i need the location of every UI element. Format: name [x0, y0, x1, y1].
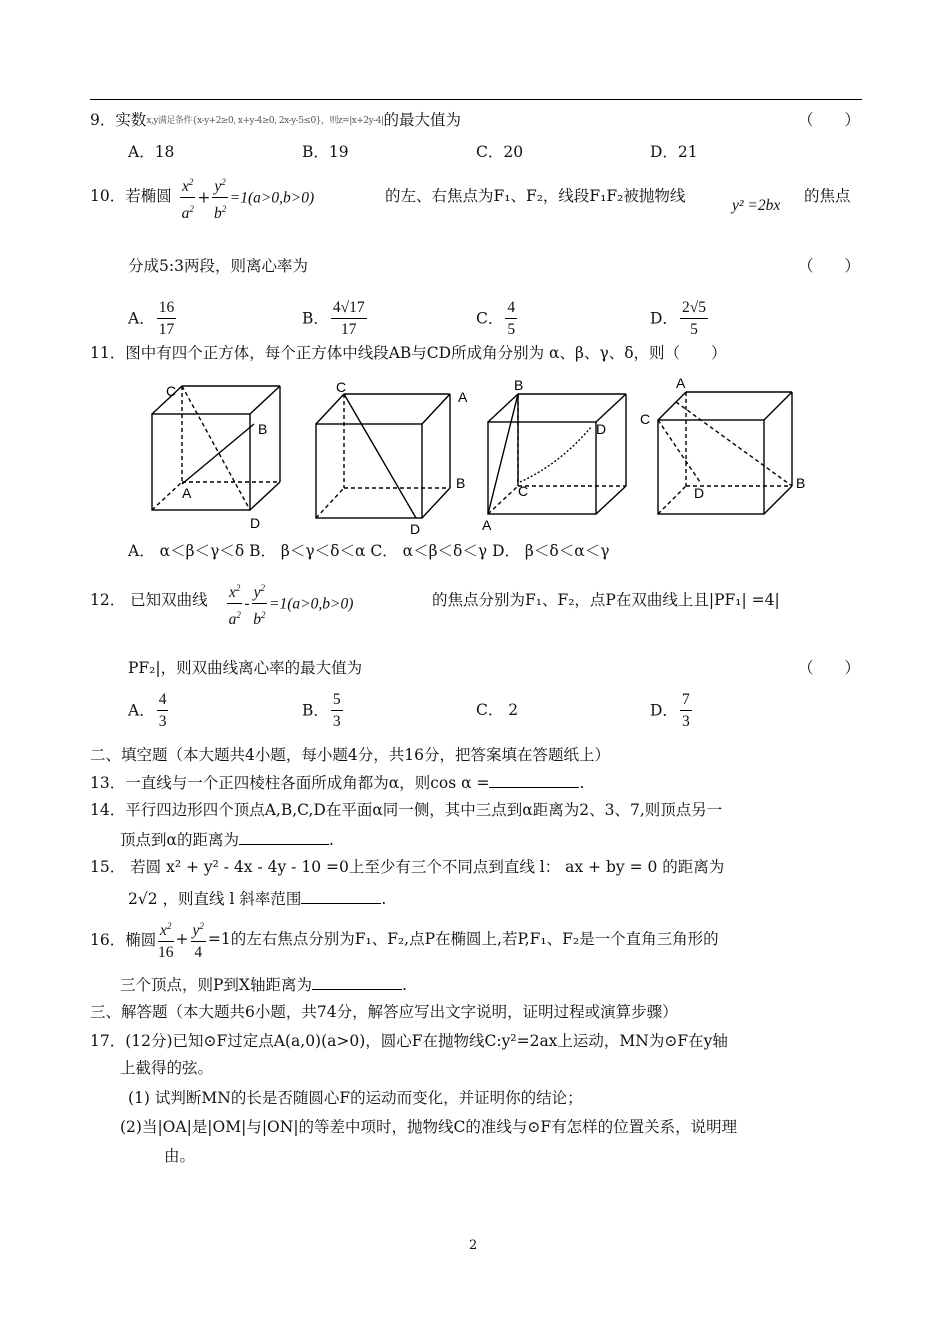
q12-answer-paren: （ ） — [798, 659, 861, 677]
q16-line2: 三个顶点，则P到X轴距离为 . — [120, 973, 407, 995]
q10-ellipse-equation: $\frac{x^2}{a^2}$ + $\frac{y^2}{b^2}$ =1(a>0,b>0) — [178, 172, 314, 225]
q10-eq-rhs: =1(a>0,b>0) — [229, 189, 315, 207]
q14-answer-blank — [239, 828, 329, 845]
q13: 13．一直线与一个正四棱柱各面所成角都为α，则cos α = . — [90, 771, 584, 793]
q11-stem: 11．图中有四个正方体，每个正方体中线段AB与CD所成角分别为 α、β、γ、δ，则（ ） — [90, 344, 727, 362]
svg-text:A: A — [676, 375, 686, 391]
q10-parabola: y² =2bx — [732, 197, 781, 214]
q9-prefix: 9．实数 — [90, 111, 147, 129]
q17-line1: 17．(12分)已知⊙F过定点A(a,0)(a>0)，圆心F在抛物线C:y²=2ax上运动，MN为⊙F在y轴 — [90, 1032, 728, 1050]
svg-text:D: D — [596, 421, 607, 437]
q16-lead: 16．椭圆 — [90, 931, 157, 949]
svg-text:D: D — [694, 485, 705, 501]
q15-answer-blank — [301, 887, 381, 904]
svg-text:C: C — [166, 383, 177, 399]
q15-line2: 2√2 ，则直线 l 斜率范围 . — [128, 887, 386, 909]
svg-text:B: B — [796, 475, 806, 491]
svg-text:C: C — [640, 411, 651, 427]
svg-text:D: D — [250, 515, 261, 531]
q12-lead: 12． 已知双曲线 — [90, 591, 208, 609]
cube-4 — [640, 375, 805, 514]
q9-option-a: A．18 — [128, 143, 175, 161]
q16-answer-blank — [312, 973, 402, 990]
q15-line1: 15． 若圆 x² + y² - 4x - 4y - 10 =0上至少有三个不同点到直线 l： ax + by = 0 的距离为 — [90, 858, 725, 876]
svg-text:A: A — [182, 485, 192, 501]
q11-options: A． α＜β＜γ＜δ B． β＜γ＜δ＜α C． α＜β＜δ＜γ D． β＜δ＜α＜γ — [128, 542, 610, 560]
q9-stem — [90, 110, 461, 131]
svg-text:B: B — [456, 475, 466, 491]
q9-answer-paren: （ ） — [798, 111, 861, 129]
q10-line2: 分成5:3两段，则离心率为 — [128, 257, 308, 275]
q12-option-a: A． $\frac{4}{3}$ — [128, 691, 167, 730]
section-3-heading: 三、解答题（本大题共6小题，共74分，解答应写出文字说明，证明过程或演算步骤） — [90, 1003, 678, 1021]
q12-option-b: B． $\frac{5}{3}$ — [302, 691, 341, 730]
q13-answer-blank — [489, 771, 579, 788]
q16-line1: $\frac{x^2}{16}$ + $\frac{y^2}{4}$ =1的左右焦点分别为F₁、F₂,点P在椭圆上,若P,F₁、F₂是一个直角三角形的 — [156, 916, 719, 964]
q10-lead: 10．若椭圆 — [90, 187, 172, 205]
q10-mid: 的左、右焦点为F₁、F₂，线段F₁F₂被抛物线 — [385, 187, 686, 205]
q12-eq-rhs: =1(a>0,b>0) — [269, 595, 354, 613]
q10-option-d: D． $\frac{2√5}{5}$ — [650, 299, 706, 338]
svg-text:A: A — [482, 517, 492, 533]
q12-mid: 的焦点分别为F₁、F₂，点P在双曲线上且|PF₁| =4| — [432, 591, 780, 609]
svg-text:C: C — [336, 379, 347, 395]
cube-1 — [152, 383, 280, 531]
q10-option-b: B． $\frac{4√17}{17}$ — [302, 299, 365, 338]
q10-option-a: A． $\frac{16}{17}$ — [128, 299, 175, 338]
q12-option-d: D． $\frac{7}{3}$ — [650, 691, 690, 730]
q13-text: 13．一直线与一个正四棱柱各面所成角都为α，则cos α = — [90, 774, 490, 792]
q9-condition-image: x,y满足条件{x-y+2≥0, x+y-4≥0, 2x-y-5≤0}，则z=|x+2y-4| — [146, 116, 384, 126]
q12-hyperbola-equation: $\frac{x^2}{a^2}$ - $\frac{y^2}{b^2}$ =1(a>0,b>0) — [225, 578, 353, 631]
header-rule — [90, 99, 862, 100]
cube-3 — [482, 377, 626, 533]
svg-text:A: A — [458, 389, 468, 405]
q17-line2: 上截得的弦。 — [120, 1059, 214, 1077]
q17-sub1: (1) 试判断MN的长是否随圆心F的运动而变化，并证明你的结论； — [128, 1089, 583, 1107]
q10-option-c: C． $\frac{4}{5}$ — [476, 299, 516, 338]
svg-text:B: B — [514, 377, 524, 393]
cube-2 — [316, 379, 468, 537]
q12-line2: PF₂|，则双曲线离心率的最大值为 — [128, 659, 363, 677]
q10-tail: 的焦点 — [804, 187, 851, 205]
q9-option-c: C．20 — [476, 143, 524, 161]
q11-cube-figures — [140, 374, 820, 540]
q12-option-c: C． 2 — [476, 701, 519, 719]
q17-sub2: (2)当|OA|是|OM|与|ON|的等差中项时，抛物线C的准线与⊙F有怎样的位置关系，说明理 — [120, 1118, 738, 1136]
q9-option-d: D．21 — [650, 143, 698, 161]
svg-text:D: D — [410, 521, 421, 537]
svg-text:B: B — [258, 421, 268, 437]
q10-answer-paren: （ ） — [798, 257, 861, 275]
page-number: 2 — [469, 1238, 478, 1253]
svg-text:C: C — [518, 483, 529, 499]
q14-line1: 14．平行四边形四个顶点A,B,C,D在平面α同一侧，其中三点到α距离为2、3、7,则顶点另一 — [90, 801, 723, 819]
q9-suffix: 的最大值为 — [383, 111, 461, 129]
q17-sub2-cont: 由。 — [164, 1147, 196, 1165]
section-2-heading: 二、填空题（本大题共4小题，每小题4分，共16分，把答案填在答题纸上） — [90, 746, 610, 764]
q14-line2: 顶点到α的距离为 . — [120, 828, 334, 850]
q9-option-b: B．19 — [302, 143, 349, 161]
